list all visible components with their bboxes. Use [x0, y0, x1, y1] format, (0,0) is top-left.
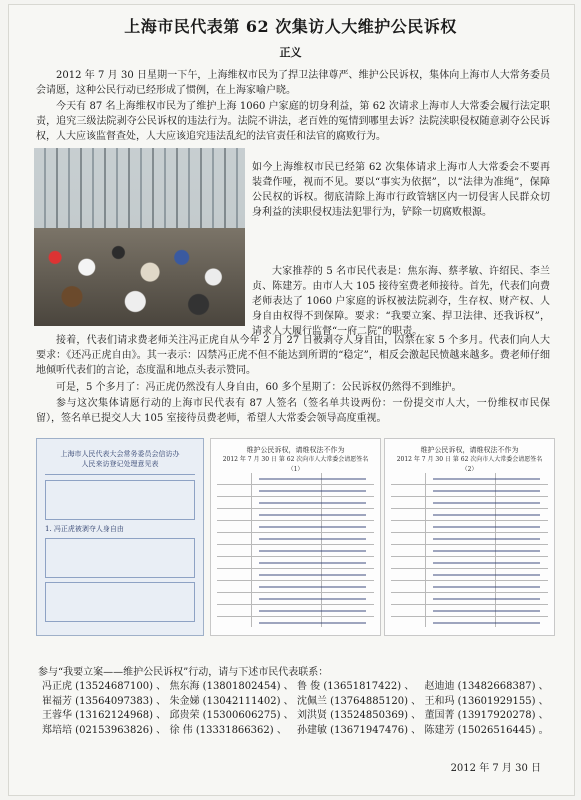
registration-form-scan	[36, 438, 204, 636]
contacts-row	[42, 724, 552, 739]
contact-entry: 冯正虎 (13524687100) 、	[42, 681, 167, 692]
sheet-1-heading: 维护公民诉权，请维权法不作为	[246, 446, 345, 454]
contact-entry: 赵迪迪 (13482668387) 、	[424, 681, 549, 692]
document-title: 上海市民代表第 62 次集访人大维护公民诉权	[124, 17, 457, 36]
paragraph-6: 可是，5 个多月了：冯正虎仍然没有人身自由，60 多个星期了：公民诉权仍然得不到维护。	[56, 382, 462, 393]
contact-entry: 王和玛 (13601929155) 、	[424, 695, 549, 707]
paragraph-5: 接着，代表们请求费老师关注冯正虎自从今年 2 月 27 日被剥夺人身自由，囚禁在家 5 个多月。代表们向人大要求：《还冯正虎自由》。其一表示：囚禁冯正虎不但不能达到所谓的“稳定”，相反会激起民愤越来越多。费老师仔细地倾听代表们的言论，态度温和地点头表示赞同。	[36, 335, 550, 376]
signature-sheet-2	[384, 438, 555, 636]
contacts-row	[42, 695, 552, 710]
signature-sheet-1	[210, 438, 381, 636]
contacts-row	[42, 680, 552, 695]
form-title: 上海市人民代表大会常务委员会信访办	[60, 450, 180, 458]
contact-entry: 王蓉华 (13162124968) 、	[42, 710, 167, 721]
contacts-heading: 参与“我要立案——维护公民诉权”行动，请与下述市民代表联系：	[38, 667, 329, 678]
sheet-2-heading: 维护公民诉权，请维权法不作为	[420, 446, 519, 454]
contact-entry: 邱贵荣 (15300606275) 、	[169, 710, 294, 721]
contact-entry: 焦东海 (13801802454) 、	[169, 681, 294, 692]
contact-entry: 徐 伟 (13331866362) 、	[169, 724, 287, 736]
paragraph-7: 参与这次集体请愿行动的上海市民代表有 87 人签名（签名单共设两份：一份提交市人大，一份维权市民保留），签名单已提交人大 105 室接待员费老师，希望人大常委会领导高度重视。	[36, 398, 550, 424]
paragraph-2: 今天有 87 名上海维权市民为了维护上海 1060 户家庭的切身利益，第 62 次请求上海市人大常委会履行法定职责，追究三级法院剥夺公民诉权的违法行为。法院不讲法，老百姓的冤情到哪里去诉？法院渎职侵权随意剥夺公民诉权，人大应该监督查处，人大应该追究违法乱纪的法官责任和法官的腐败行为。	[36, 101, 550, 142]
document-date: 2012 年 7 月 30 日	[450, 763, 541, 774]
paragraph-1: 2012 年 7 月 30 日星期一下午，上海维权市民为了捍卫法律尊严、维护公民诉权，集体向上海市人大常务委员会请愿，这种公民行动已经形成了惯例，在上海家喻户晓。	[36, 70, 550, 96]
contact-entry: 朱金娣 (13042111402) 、	[169, 695, 294, 707]
contact-entry: 刘洪贤 (13524850369) 、	[297, 710, 422, 721]
contact-entry: 郑培培 (02153963826) 、	[42, 724, 167, 736]
document-subtitle: 正义	[279, 46, 302, 59]
form-subtitle: 人民来访登记处理意见表	[81, 460, 159, 468]
contacts-table	[42, 680, 552, 738]
contact-entry: 孙建敏 (13671947476) 、	[297, 724, 422, 736]
contact-entry: 沈佩兰 (13764885120) 、	[297, 695, 422, 707]
sheet-2-subheading: 2012 年 7 月 30 日 第 62 次向市人大常委会请愿签名（2）	[396, 456, 543, 473]
contact-entry: 鲁 俊 (13651817422) 、	[297, 681, 415, 692]
contact-entry: 陈建芳 (15026516445) 。	[424, 724, 549, 736]
crowd	[34, 228, 245, 326]
contacts-row	[42, 709, 552, 724]
sheet-1-subheading: 2012 年 7 月 30 日 第 62 次向市人大常委会请愿签名（1）	[222, 456, 369, 473]
contact-entry: 崔福芳 (13564097383) 、	[42, 695, 167, 707]
form-note: 1. 冯正虎被剥夺人身自由	[45, 525, 124, 533]
paragraph-4: 大家推荐的 5 名市民代表是：焦东海、蔡孝敏、许绍民、李兰贞、陈建芳。由市人大 105 接待室费老师接待。首先，代表们向费老师表达了 1060 户家庭的诉权被法院剥夺，生存权、财产权、人身自由权得不到保障。要求：“我要立案、捍卫法律、还我诉权”，请求人大履行监督“一府二院”的职责。	[252, 266, 550, 337]
petition-crowd-photo	[34, 148, 245, 326]
contact-entry: 董国菁 (13917920278) 、	[424, 710, 549, 721]
paragraph-3: 如今上海维权市民已经第 62 次集体请求上海市人大常委会不要再装聋作哑，视而不见。要以“事实为依据”，以“法律为准绳”，保障公民权的诉权。彻底清除上海市行政管辖区内一切侵害人民群众切身利益的渎职侵权违法犯罪行为，铲除一切腐败根源。	[252, 162, 550, 218]
